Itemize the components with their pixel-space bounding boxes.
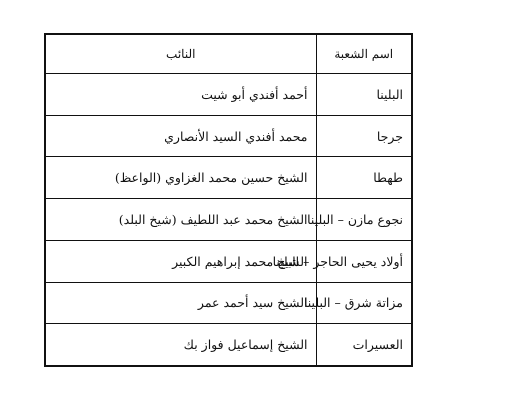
header-branch-name: اسم الشعبة [316,34,412,74]
branch-cell: جرجا [316,115,412,157]
table-header-row [45,34,412,74]
deputy-cell: الشيخ حسين محمد الغزاوي (الواعظ) [45,157,316,199]
deputy-cell: الشيخ إسماعيل فواز بك [45,324,316,366]
branch-cell: مزاتة شرق – البلينا [316,282,412,324]
deputy-cell: محمد أفندي السيد الأنصاري [45,115,316,157]
table-row [45,199,412,241]
deputy-cell: أحمد أفندي أبو شيت [45,74,316,116]
table-row [45,157,412,199]
deputy-cell: الشيخ محمد إبراهيم الكبير [45,240,316,282]
branch-cell: البلينا [316,74,412,116]
deputy-cell: الشيخ سيد أحمد عمر [45,282,316,324]
table-row [45,115,412,157]
table-row [45,240,412,282]
table-row [45,74,412,116]
table-row [45,324,412,366]
branch-cell: نجوع مازن – البلينا [316,199,412,241]
branches-table [44,33,413,367]
header-deputy: النائب [45,34,316,74]
branch-cell: أولاد يحيى الحاجر – البلينا [316,240,412,282]
branch-cell: طهطا [316,157,412,199]
branch-cell: العسيرات [316,324,412,366]
deputy-cell: الشيخ محمد عبد اللطيف (شيخ البلد) [45,199,316,241]
table-row [45,282,412,324]
